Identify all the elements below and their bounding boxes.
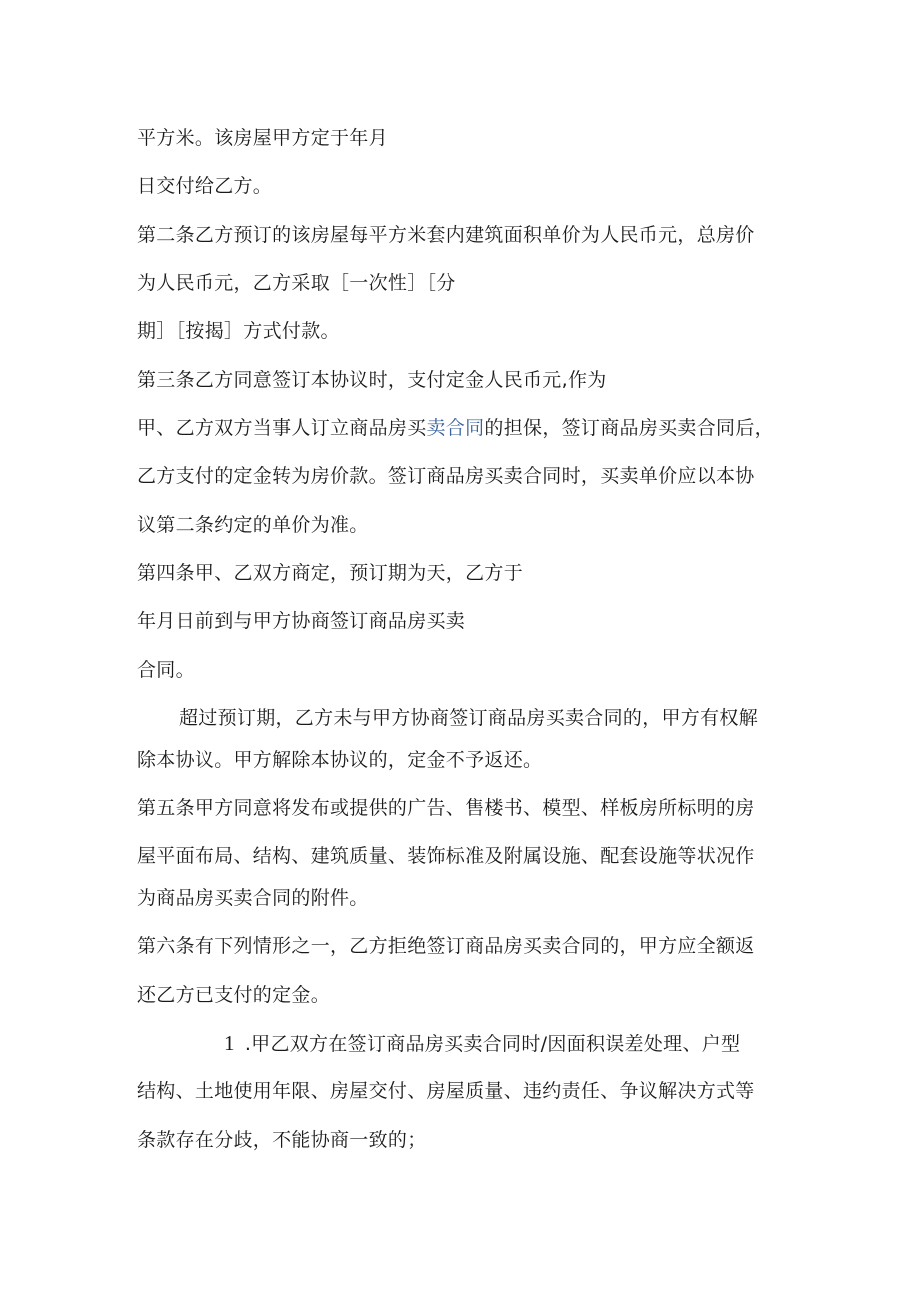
text-line: 第五条甲方同意将发布或提供的广告、售楼书、模型、样板房所标明的房 [137, 797, 755, 819]
text-segment: 的担保，签订商品房买卖合同后， [484, 417, 774, 439]
text-line: 第三条乙方同意签订本协议时，支付定金人民币元,作为 [137, 369, 607, 391]
list-number: 1 [224, 1031, 235, 1055]
text-line: 年月日前到与甲方协商签订商品房买卖 [137, 610, 466, 632]
text-line: 屋平面布局、结构、建筑质量、装饰标准及附属设施、配套设施等状况作 [137, 845, 755, 867]
text-line: 议第二条约定的单价为准。 [137, 514, 369, 536]
text-line: 除本协议。甲方解除本协议的，定金不予返还。 [137, 749, 543, 771]
text-line: 第六条有下列情形之一，乙方拒绝签订商品房买卖合同的，甲方应全额返 [137, 935, 755, 957]
text-line [137, 415, 774, 441]
text-line: 条款存在分歧，不能协商一致的； [137, 1129, 427, 1151]
text-line: 为商品房买卖合同的附件。 [137, 887, 369, 909]
contract-link[interactable]: 卖合同 [426, 417, 485, 439]
text-line: 乙方支付的定金转为房价款。签订商品房买卖合同时，买卖单价应以本协 [137, 465, 755, 487]
text-line: 为人民币元，乙方采取［一次性］［分 [137, 272, 456, 294]
list-item-text: .甲乙双方在签订商品房买卖合同时/因面积误差处理、户型 [244, 1033, 741, 1055]
list-item [224, 1030, 740, 1057]
text-line: 合同。 [137, 659, 195, 681]
text-line: 结构、土地使用年限、房屋交付、房屋质量、违约责任、争议解决方式等 [137, 1080, 755, 1102]
text-line: 期］［按揭］方式付款。 [137, 320, 340, 342]
text-segment: 甲、乙方双方当事人订立商品房买 [137, 417, 427, 439]
text-line: 第四条甲、乙双方商定，预订期为天，乙方于 [137, 562, 524, 584]
text-line: 超过预订期，乙方未与甲方协商签订商品房买卖合同的，甲方有权解 [179, 707, 759, 729]
text-line: 第二条乙方预订的该房屋每平方米套内建筑面积单价为人民币元，总房价 [137, 224, 755, 246]
text-line: 还乙方已支付的定金。 [137, 984, 331, 1006]
text-line: 平方米。该房屋甲方定于年月 [137, 127, 388, 149]
text-line: 日交付给乙方。 [137, 175, 273, 197]
